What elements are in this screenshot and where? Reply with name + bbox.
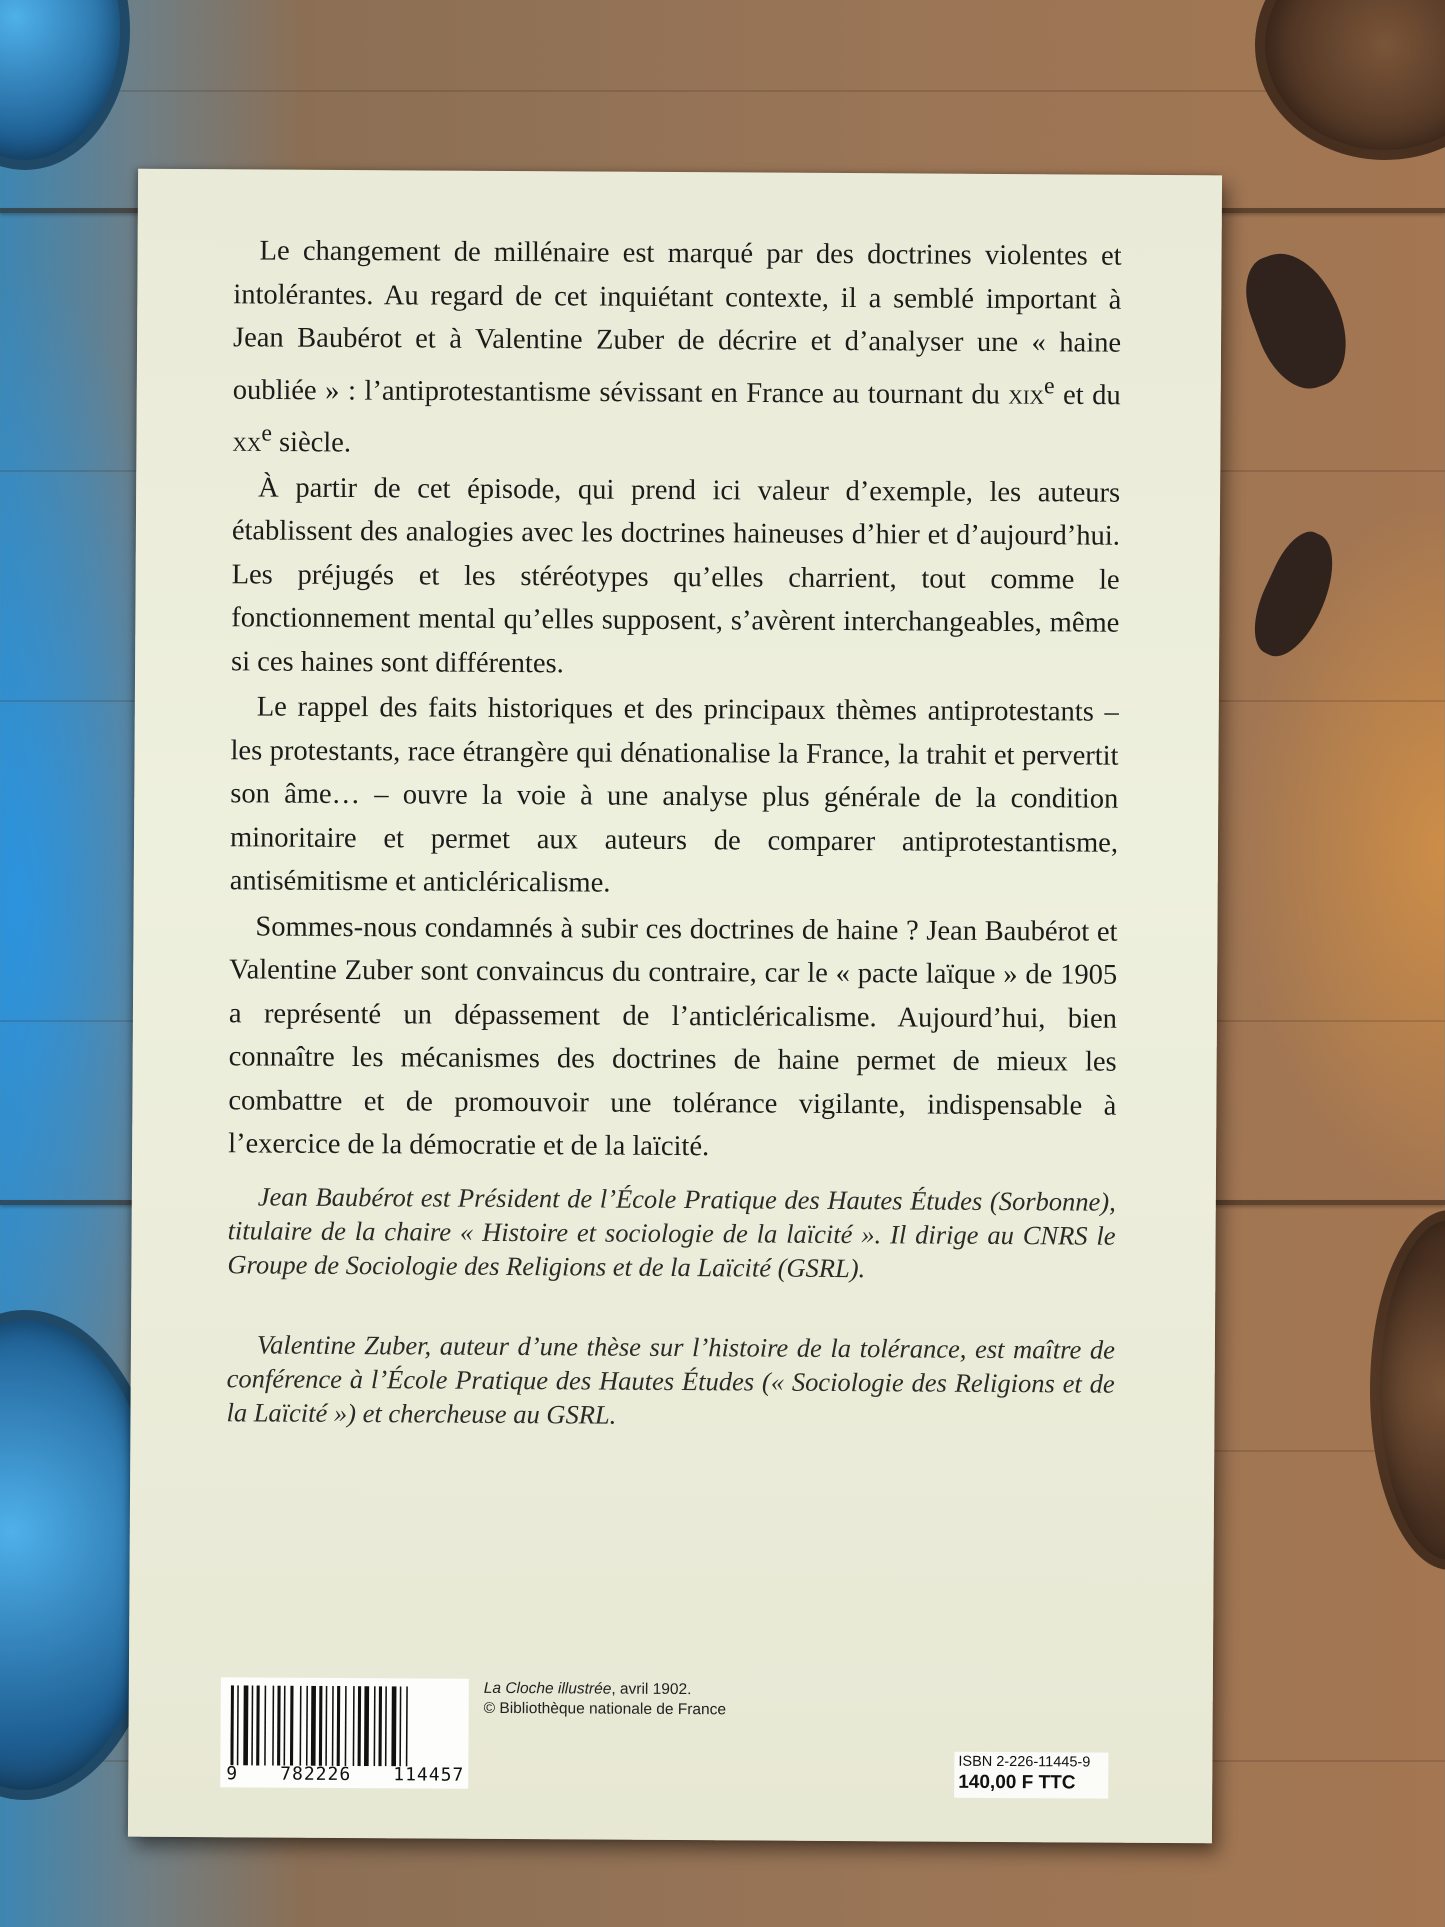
blurb-paragraph-3: Le rappel des faits historiques et des principaux thèmes antiprotestants – les protestants, race étrangère qui dénationalise la France, la trahit et pervertit son âme… – ouvre la voie à une analyse plus générale de la condition minoritaire et permet aux auteurs de comparer antiprotestantisme, antisémitisme et anticléricalisme. bbox=[229, 691, 1119, 899]
barcode-digits: 9 782226 114457 bbox=[226, 1763, 465, 1786]
price-text: 140,00 F TTC bbox=[958, 1771, 1076, 1794]
isbn-text: ISBN 2-226-11445-9 bbox=[958, 1753, 1091, 1771]
author-bio-bauberot: Jean Baubérot est Président de l’École Pratique des Hautes Études (Sorbonne), titulaire de la chaire « Histoire et sociologie de la laïcité ». Il dirige au CNRS le Groupe de Sociologie des Religions et de la Laïcité (GSRL). bbox=[227, 1181, 1116, 1284]
book-back-cover bbox=[128, 169, 1222, 1844]
price-label bbox=[954, 1752, 1108, 1799]
author-bio-zuber: Valentine Zuber, auteur d’une thèse sur l’histoire de la tolérance, est maître de conférence à l’École Pratique des Hautes Études (« Sociologie des Religions et de la Laïcité ») et chercheuse au GSRL. bbox=[226, 1329, 1116, 1430]
blurb-text bbox=[228, 229, 1122, 1171]
illustration-credit: La Cloche illustrée, avril 1902. © Bibliothèque nationale de France bbox=[483, 1679, 727, 1719]
metal-disc bbox=[1370, 1210, 1445, 1570]
blurb-paragraph-2: À partir de cet épisode, qui prend ici valeur d’exemple, les auteurs établissent des analogies avec les doctrines haineuses d’hier et d’aujourd’hui. Les préjugés et les stéréotypes qu’elles charrient, tout comme le fonctionnement mental qu’elles supposent, s’avèrent interchangeables, même si ces haines sont différentes. bbox=[231, 471, 1121, 679]
blurb-paragraph-1: Le changement de millénaire est marqué par des doctrines violentes et intolérantes. Au regard de cet inquiétant contexte, il a semblé important à Jean Baubérot et à Valentine Zuber de décrire et d’analyser une « haine oubliée » : l’antiprotestantisme sévissant en France au tournant du xix$^e$ et du $xx^e$ siècle. bbox=[232, 235, 1122, 459]
metal-disc bbox=[1255, 0, 1445, 160]
paint-mark bbox=[1240, 523, 1349, 666]
metal-disc bbox=[0, 0, 130, 170]
barcode-bars bbox=[230, 1685, 458, 1766]
isbn-barcode bbox=[220, 1677, 469, 1789]
blurb-paragraph-4: Sommes-nous condamnés à subir ces doctrines de haine ? Jean Baubérot et Valentine Zuber sont convaincus du contraire, car le « pacte laïque » de 1905 a représenté un dépassement de l’anticléricalisme. Aujourd’hui, bien connaître les mécanismes des doctrines de haine permet de mieux les combattre et de promouvoir une tolérance vigilante, indispensable à l’exercice de la démocratie et de la laïcité. bbox=[228, 910, 1118, 1163]
paint-mark bbox=[1234, 240, 1362, 401]
wood-grain bbox=[0, 90, 1445, 92]
